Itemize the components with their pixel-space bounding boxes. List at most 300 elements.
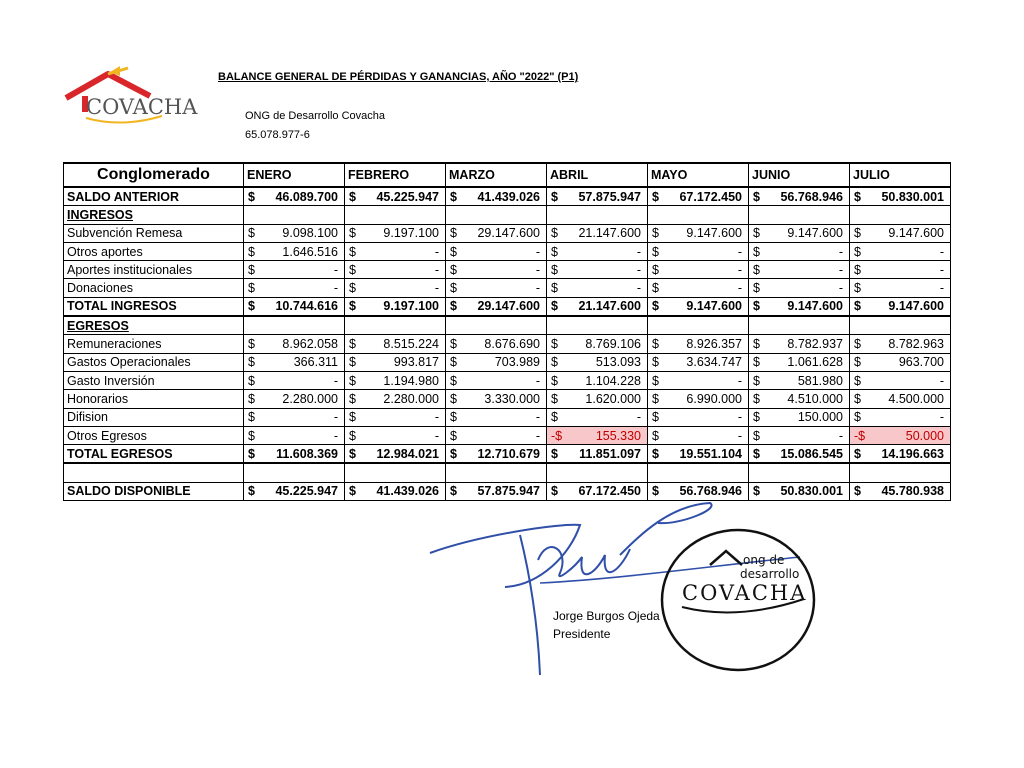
value-cell — [446, 279, 547, 297]
value-cell — [850, 224, 951, 242]
currency-symbol: $ — [450, 446, 457, 461]
header-conglomerado: Conglomerado — [64, 163, 244, 187]
amount: 9.147.600 — [686, 299, 742, 314]
amount: 3.330.000 — [484, 391, 540, 406]
amount: 29.147.600 — [477, 299, 540, 314]
header-month: MAYO — [648, 163, 749, 187]
currency-symbol: $ — [854, 337, 861, 352]
row-label: Otros aportes — [64, 242, 244, 260]
currency-symbol: $ — [248, 299, 255, 314]
row-label: Remuneraciones — [64, 335, 244, 353]
table-row — [64, 335, 951, 353]
amount: 50.830.001 — [780, 484, 843, 499]
value-cell — [749, 426, 850, 444]
amount: 513.093 — [595, 355, 641, 370]
amount: 4.510.000 — [787, 391, 843, 406]
currency-symbol: $ — [349, 226, 356, 241]
value-cell — [345, 316, 446, 335]
currency-symbol: $ — [854, 391, 861, 406]
value-cell — [648, 316, 749, 335]
currency-symbol: $ — [551, 373, 558, 388]
table-row — [64, 408, 951, 426]
value-cell — [749, 371, 850, 389]
currency-symbol: $ — [248, 281, 255, 296]
amount: 50.000 — [905, 428, 944, 443]
amount: - — [535, 244, 540, 259]
value-cell — [446, 242, 547, 260]
value-cell — [446, 408, 547, 426]
amount: - — [737, 281, 742, 296]
org-name: ONG de Desarrollo Covacha — [245, 110, 386, 122]
currency-symbol: $ — [349, 484, 356, 499]
currency-symbol: $ — [450, 410, 457, 425]
amount: - — [333, 410, 338, 425]
signature-stamp-area — [420, 495, 820, 685]
table-row — [64, 390, 951, 408]
currency-symbol: $ — [551, 262, 558, 277]
amount: - — [838, 244, 843, 259]
currency-symbol: $ — [248, 484, 255, 499]
value-cell — [345, 242, 446, 260]
amount: - — [737, 410, 742, 425]
currency-symbol: $ — [753, 410, 760, 425]
amount: 45.225.947 — [376, 189, 439, 204]
currency-symbol: $ — [248, 391, 255, 406]
amount: 6.990.000 — [686, 391, 742, 406]
value-cell — [244, 261, 345, 279]
value-cell — [749, 261, 850, 279]
amount: 9.147.600 — [888, 226, 944, 241]
currency-symbol: $ — [652, 446, 659, 461]
currency-symbol: $ — [551, 337, 558, 352]
currency-symbol: $ — [551, 484, 558, 499]
currency-symbol: $ — [349, 428, 356, 443]
amount: - — [333, 281, 338, 296]
amount: 9.147.600 — [787, 226, 843, 241]
row-label: Gastos Operacionales — [64, 353, 244, 371]
value-cell — [345, 426, 446, 444]
value-cell — [446, 426, 547, 444]
currency-symbol: $ — [349, 244, 356, 259]
amount: - — [939, 281, 944, 296]
table-row — [64, 371, 951, 389]
currency-symbol: $ — [450, 428, 457, 443]
amount: 11.608.369 — [276, 446, 338, 461]
value-cell — [648, 297, 749, 316]
currency-symbol: $ — [652, 484, 659, 499]
currency-symbol: $ — [652, 262, 659, 277]
value-cell — [850, 187, 951, 206]
stamp-main-text: COVACHA — [682, 581, 808, 605]
value-cell — [547, 187, 648, 206]
value-cell — [749, 335, 850, 353]
value-cell — [244, 316, 345, 335]
currency-symbol: $ — [551, 226, 558, 241]
currency-symbol: $ — [551, 391, 558, 406]
value-cell — [648, 279, 749, 297]
currency-symbol: $ — [854, 226, 861, 241]
amount: 150.000 — [797, 410, 843, 425]
amount: 8.926.357 — [686, 337, 742, 352]
value-cell — [648, 353, 749, 371]
currency-symbol: $ — [248, 428, 255, 443]
row-label: Honorarios — [64, 390, 244, 408]
row-label: EGRESOS — [64, 316, 244, 335]
currency-symbol: $ — [652, 410, 659, 425]
value-cell — [749, 353, 850, 371]
value-cell — [850, 408, 951, 426]
value-cell — [850, 463, 951, 482]
value-cell — [749, 224, 850, 242]
currency-symbol: $ — [248, 446, 255, 461]
value-cell — [547, 206, 648, 224]
value-cell — [547, 335, 648, 353]
row-label: Difision — [64, 408, 244, 426]
amount: 57.875.947 — [578, 189, 641, 204]
row-label: INGRESOS — [64, 206, 244, 224]
row-label: Donaciones — [64, 279, 244, 297]
currency-symbol: $ — [349, 262, 356, 277]
value-cell — [244, 408, 345, 426]
currency-symbol: $ — [450, 337, 457, 352]
row-label: Subvención Remesa — [64, 224, 244, 242]
value-cell — [547, 242, 648, 260]
amount: 12.710.679 — [477, 446, 540, 461]
amount: - — [333, 373, 338, 388]
amount: - — [939, 373, 944, 388]
amount: - — [737, 244, 742, 259]
amount: 8.676.690 — [484, 337, 540, 352]
currency-symbol: $ — [349, 410, 356, 425]
currency-symbol: $ — [854, 355, 861, 370]
value-cell — [850, 482, 951, 500]
table-row — [64, 261, 951, 279]
covacha-logo — [62, 66, 202, 136]
value-cell — [244, 242, 345, 260]
currency-symbol: $ — [652, 226, 659, 241]
currency-symbol: $ — [854, 373, 861, 388]
value-cell — [749, 297, 850, 316]
value-cell — [850, 297, 951, 316]
amount: 57.875.947 — [477, 484, 540, 499]
currency-symbol: $ — [248, 189, 255, 204]
currency-symbol: -$ — [551, 428, 563, 443]
amount: 366.311 — [293, 355, 338, 370]
amount: 10.744.616 — [275, 299, 338, 314]
table-row — [64, 426, 951, 444]
value-cell — [547, 261, 648, 279]
row-label — [64, 463, 244, 482]
amount: 3.634.747 — [686, 355, 742, 370]
value-cell — [648, 335, 749, 353]
value-cell — [749, 408, 850, 426]
currency-symbol: $ — [450, 244, 457, 259]
currency-symbol: $ — [652, 355, 659, 370]
amount: 12.984.021 — [376, 446, 439, 461]
value-cell — [648, 445, 749, 464]
header-month: FEBRERO — [345, 163, 446, 187]
amount: 9.098.100 — [282, 226, 338, 241]
amount: - — [434, 262, 439, 277]
currency-symbol: $ — [854, 484, 861, 499]
amount: - — [737, 373, 742, 388]
value-cell — [345, 445, 446, 464]
amount: 155.330 — [595, 428, 641, 443]
value-cell — [446, 187, 547, 206]
value-cell — [850, 426, 951, 444]
value-cell — [345, 408, 446, 426]
currency-symbol: $ — [450, 484, 457, 499]
value-cell — [244, 390, 345, 408]
currency-symbol: $ — [753, 244, 760, 259]
currency-symbol: $ — [248, 226, 255, 241]
header-month: JULIO — [850, 163, 951, 187]
currency-symbol: $ — [450, 373, 457, 388]
value-cell — [850, 353, 951, 371]
currency-symbol: $ — [652, 189, 659, 204]
stamp-mid-text: desarrollo — [740, 567, 800, 581]
amount: - — [535, 428, 540, 443]
value-cell — [244, 224, 345, 242]
currency-symbol: $ — [753, 391, 760, 406]
amount: 21.147.600 — [578, 299, 641, 314]
currency-symbol: $ — [652, 299, 659, 314]
value-cell — [446, 261, 547, 279]
value-cell — [345, 335, 446, 353]
currency-symbol: $ — [551, 355, 558, 370]
value-cell — [749, 242, 850, 260]
value-cell — [446, 335, 547, 353]
currency-symbol: $ — [551, 244, 558, 259]
value-cell — [244, 206, 345, 224]
value-cell — [648, 242, 749, 260]
amount: - — [838, 281, 843, 296]
amount: - — [636, 281, 641, 296]
amount: - — [434, 428, 439, 443]
currency-symbol: $ — [450, 189, 457, 204]
value-cell — [850, 261, 951, 279]
currency-symbol: $ — [753, 226, 760, 241]
value-cell — [446, 297, 547, 316]
row-label: TOTAL EGRESOS — [64, 445, 244, 464]
currency-symbol: $ — [753, 189, 760, 204]
header-month: JUNIO — [749, 163, 850, 187]
value-cell — [446, 316, 547, 335]
currency-symbol: $ — [248, 373, 255, 388]
value-cell — [244, 279, 345, 297]
value-cell — [850, 316, 951, 335]
amount: 1.646.516 — [282, 244, 338, 259]
value-cell — [345, 463, 446, 482]
currency-symbol: $ — [652, 281, 659, 296]
table-row — [64, 463, 951, 482]
currency-symbol: $ — [753, 281, 760, 296]
value-cell — [547, 390, 648, 408]
currency-symbol: $ — [248, 410, 255, 425]
value-cell — [749, 390, 850, 408]
currency-symbol: $ — [450, 262, 457, 277]
currency-symbol: $ — [753, 484, 760, 499]
amount: - — [434, 244, 439, 259]
signature-stamp-graphic — [420, 495, 820, 685]
value-cell — [850, 279, 951, 297]
currency-symbol: $ — [450, 299, 457, 314]
value-cell — [648, 187, 749, 206]
amount: 8.515.224 — [383, 337, 439, 352]
amount: 41.439.026 — [376, 484, 439, 499]
currency-symbol: $ — [551, 281, 558, 296]
value-cell — [648, 224, 749, 242]
value-cell — [345, 224, 446, 242]
logo-wordmark: COVACHA — [86, 95, 198, 119]
currency-symbol: $ — [854, 281, 861, 296]
stamp-top-text: ong de — [743, 553, 785, 567]
currency-symbol: $ — [652, 428, 659, 443]
amount: 56.768.946 — [780, 189, 843, 204]
table-row — [64, 206, 951, 224]
amount: 9.197.100 — [383, 226, 439, 241]
currency-symbol: $ — [248, 262, 255, 277]
table-row — [64, 187, 951, 206]
row-label: Gasto Inversión — [64, 371, 244, 389]
currency-symbol: $ — [753, 355, 760, 370]
table-row — [64, 316, 951, 335]
currency-symbol: $ — [551, 189, 558, 204]
value-cell — [648, 463, 749, 482]
value-cell — [547, 353, 648, 371]
currency-symbol: $ — [551, 446, 558, 461]
amount: - — [939, 410, 944, 425]
value-cell — [547, 463, 648, 482]
amount: 9.147.600 — [686, 226, 742, 241]
currency-symbol: $ — [349, 373, 356, 388]
currency-symbol: $ — [753, 299, 760, 314]
amount: - — [838, 262, 843, 277]
amount: 29.147.600 — [477, 226, 540, 241]
amount: 9.197.100 — [383, 299, 439, 314]
amount: 993.817 — [393, 355, 439, 370]
value-cell — [345, 390, 446, 408]
currency-symbol: $ — [753, 428, 760, 443]
value-cell — [345, 187, 446, 206]
amount: 19.551.104 — [679, 446, 742, 461]
row-label: SALDO ANTERIOR — [64, 187, 244, 206]
amount: 2.280.000 — [383, 391, 439, 406]
amount: 963.700 — [898, 355, 944, 370]
value-cell — [749, 279, 850, 297]
balance-table — [63, 162, 951, 501]
value-cell — [749, 463, 850, 482]
table-row — [64, 224, 951, 242]
amount: - — [434, 281, 439, 296]
amount: 67.172.450 — [578, 484, 641, 499]
signatory-name: Jorge Burgos Ojeda — [553, 609, 660, 623]
amount: 45.780.938 — [881, 484, 944, 499]
value-cell — [547, 371, 648, 389]
currency-symbol: $ — [248, 355, 255, 370]
value-cell — [547, 408, 648, 426]
row-label: SALDO DISPONIBLE — [64, 482, 244, 500]
currency-symbol: $ — [753, 262, 760, 277]
value-cell — [547, 426, 648, 444]
amount: 703.989 — [494, 355, 540, 370]
value-cell — [547, 279, 648, 297]
amount: 41.439.026 — [477, 189, 540, 204]
amount: - — [535, 373, 540, 388]
currency-symbol: $ — [854, 189, 861, 204]
signatory-role: Presidente — [553, 627, 611, 641]
currency-symbol: $ — [854, 410, 861, 425]
value-cell — [648, 390, 749, 408]
amount: - — [636, 262, 641, 277]
value-cell — [749, 445, 850, 464]
value-cell — [749, 187, 850, 206]
amount: 21.147.600 — [578, 226, 641, 241]
amount: 2.280.000 — [282, 391, 338, 406]
value-cell — [850, 242, 951, 260]
currency-symbol: $ — [652, 373, 659, 388]
value-cell — [446, 390, 547, 408]
currency-symbol: $ — [248, 244, 255, 259]
amount: 14.196.663 — [881, 446, 944, 461]
currency-symbol: $ — [450, 355, 457, 370]
amount: - — [333, 262, 338, 277]
value-cell — [648, 408, 749, 426]
value-cell — [749, 206, 850, 224]
currency-symbol: $ — [854, 299, 861, 314]
value-cell — [850, 335, 951, 353]
header-month: ABRIL — [547, 163, 648, 187]
value-cell — [547, 316, 648, 335]
value-cell — [345, 297, 446, 316]
value-cell — [345, 206, 446, 224]
table-row — [64, 353, 951, 371]
value-cell — [244, 445, 345, 464]
currency-symbol: $ — [450, 281, 457, 296]
amount: 4.500.000 — [888, 391, 944, 406]
currency-symbol: $ — [753, 373, 760, 388]
row-label: Otros Egresos — [64, 426, 244, 444]
table-row — [64, 297, 951, 316]
currency-symbol: $ — [349, 299, 356, 314]
amount: - — [838, 428, 843, 443]
amount: - — [737, 428, 742, 443]
amount: 45.225.947 — [275, 484, 338, 499]
currency-symbol: $ — [349, 281, 356, 296]
amount: 15.086.545 — [780, 446, 843, 461]
value-cell — [648, 261, 749, 279]
table-row — [64, 445, 951, 464]
value-cell — [446, 445, 547, 464]
value-cell — [345, 261, 446, 279]
amount: 50.830.001 — [881, 189, 944, 204]
amount: 8.962.058 — [282, 337, 338, 352]
value-cell — [850, 206, 951, 224]
table-row — [64, 279, 951, 297]
value-cell — [850, 390, 951, 408]
value-cell — [446, 371, 547, 389]
currency-symbol: $ — [753, 337, 760, 352]
value-cell — [648, 371, 749, 389]
amount: - — [333, 428, 338, 443]
value-cell — [648, 426, 749, 444]
amount: 1.620.000 — [585, 391, 641, 406]
currency-symbol: $ — [854, 262, 861, 277]
org-rut: 65.078.977-6 — [245, 129, 310, 141]
currency-symbol: $ — [753, 446, 760, 461]
value-cell — [244, 482, 345, 500]
currency-symbol: -$ — [854, 428, 866, 443]
